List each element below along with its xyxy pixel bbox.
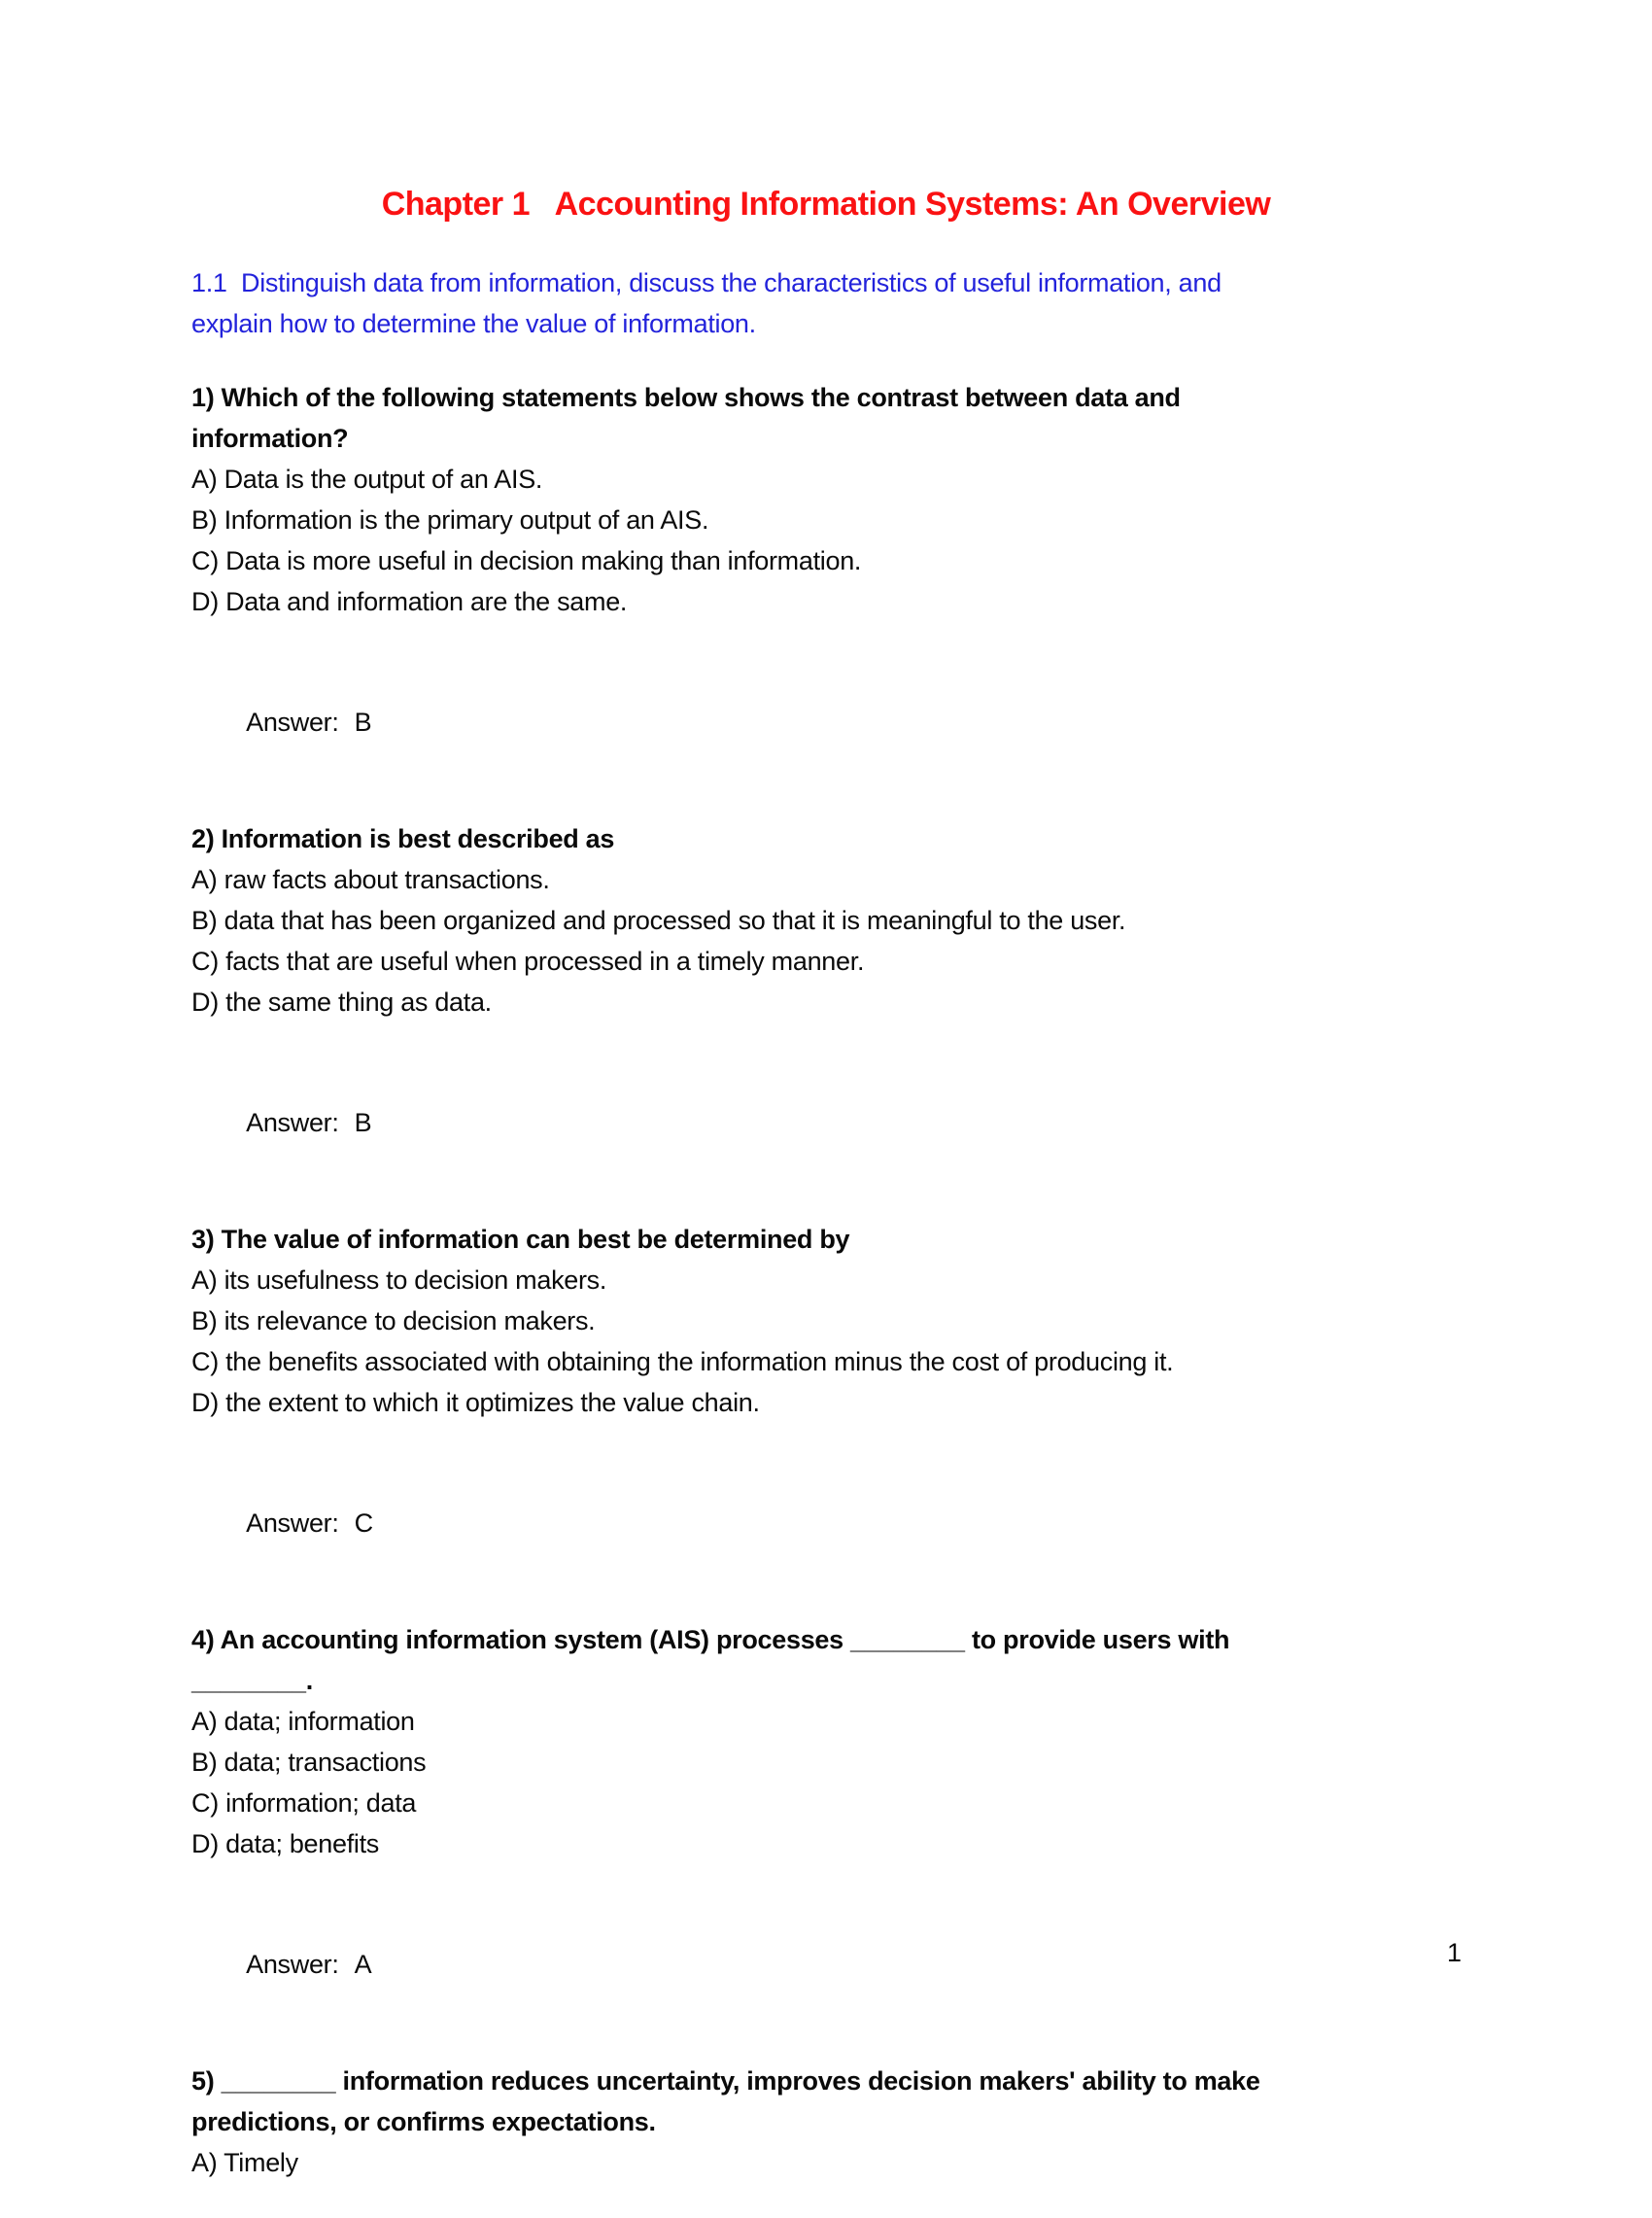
question-stem-line: 1) Which of the following statements below shows the contrast between data and <box>191 383 1181 412</box>
answer-line <box>191 1462 1461 1584</box>
answer-option: C) the benefits associated with obtaining the information minus the cost of producing it. <box>191 1347 1174 1376</box>
answer-option: A) data; information <box>191 1707 415 1736</box>
question-stem <box>191 377 1461 459</box>
answer-option: D) Data and information are the same. <box>191 587 628 616</box>
answer-option: A) raw facts about transactions. <box>191 865 550 894</box>
question-stem-line: ________. <box>191 1666 313 1695</box>
heading-line: explain how to determine the value of information. <box>191 309 756 338</box>
page-number: 1 <box>1446 1938 1462 1967</box>
question-block-3 <box>191 1219 1461 1584</box>
answer-option: A) Data is the output of an AIS. <box>191 465 543 494</box>
answer-option: B) Information is the primary output of an AIS. <box>191 505 709 535</box>
answer-label: Answer: <box>246 1508 339 1538</box>
learning-objective-heading <box>191 262 1461 344</box>
answer-option: C) Data is more useful in decision making than information. <box>191 546 862 575</box>
question-block-5 <box>191 2061 1461 2183</box>
answer-label: Answer: <box>246 708 339 737</box>
question-block-4 <box>191 1619 1461 2026</box>
question-stem-line: 5) ________ information reduces uncertainty, improves decision makers' ability to make <box>191 2066 1260 2096</box>
chapter-title: Chapter 1 Accounting Information Systems: An Overview <box>381 186 1271 223</box>
answer-value: A <box>354 1950 372 1979</box>
answer-option: D) the same thing as data. <box>191 988 492 1017</box>
page-content <box>191 181 1461 2218</box>
question-stem-line: 3) The value of information can best be determined by <box>191 1225 850 1254</box>
answer-value: B <box>354 1108 372 1137</box>
answer-line <box>191 661 1461 783</box>
heading-line: 1.1 Distinguish data from information, discuss the characteristics of useful information, and <box>191 268 1222 297</box>
question-block-2 <box>191 818 1461 1184</box>
answer-option: C) information; data <box>191 1788 417 1818</box>
answer-option: A) its usefulness to decision makers. <box>191 1265 607 1295</box>
answer-option: B) data that has been organized and processed so that it is meaningful to the user. <box>191 906 1126 935</box>
answer-option: B) data; transactions <box>191 1748 427 1777</box>
answer-value: C <box>354 1508 373 1538</box>
answer-line <box>191 1061 1461 1184</box>
answer-line <box>191 1903 1461 2026</box>
answer-option: C) facts that are useful when processed in a timely manner. <box>191 947 865 976</box>
answer-label: Answer: <box>246 1108 339 1137</box>
question-stem <box>191 818 1461 859</box>
answer-option: A) Timely <box>191 2148 298 2177</box>
question-stem <box>191 1619 1461 1701</box>
answer-option: D) the extent to which it optimizes the value chain. <box>191 1388 760 1417</box>
answer-option: D) data; benefits <box>191 1829 380 1858</box>
answer-value: B <box>354 708 372 737</box>
answer-label: Answer: <box>246 1950 339 1979</box>
question-stem-line: 4) An accounting information system (AIS) processes ________ to provide users with <box>191 1625 1230 1654</box>
question-stem-line: 2) Information is best described as <box>191 824 615 853</box>
question-stem-line: predictions, or confirms expectations. <box>191 2107 656 2136</box>
question-stem <box>191 2061 1461 2142</box>
question-stem <box>191 1219 1461 1260</box>
answer-option: B) its relevance to decision makers. <box>191 1306 596 1335</box>
question-stem-line: information? <box>191 424 349 453</box>
question-block-1 <box>191 377 1461 783</box>
